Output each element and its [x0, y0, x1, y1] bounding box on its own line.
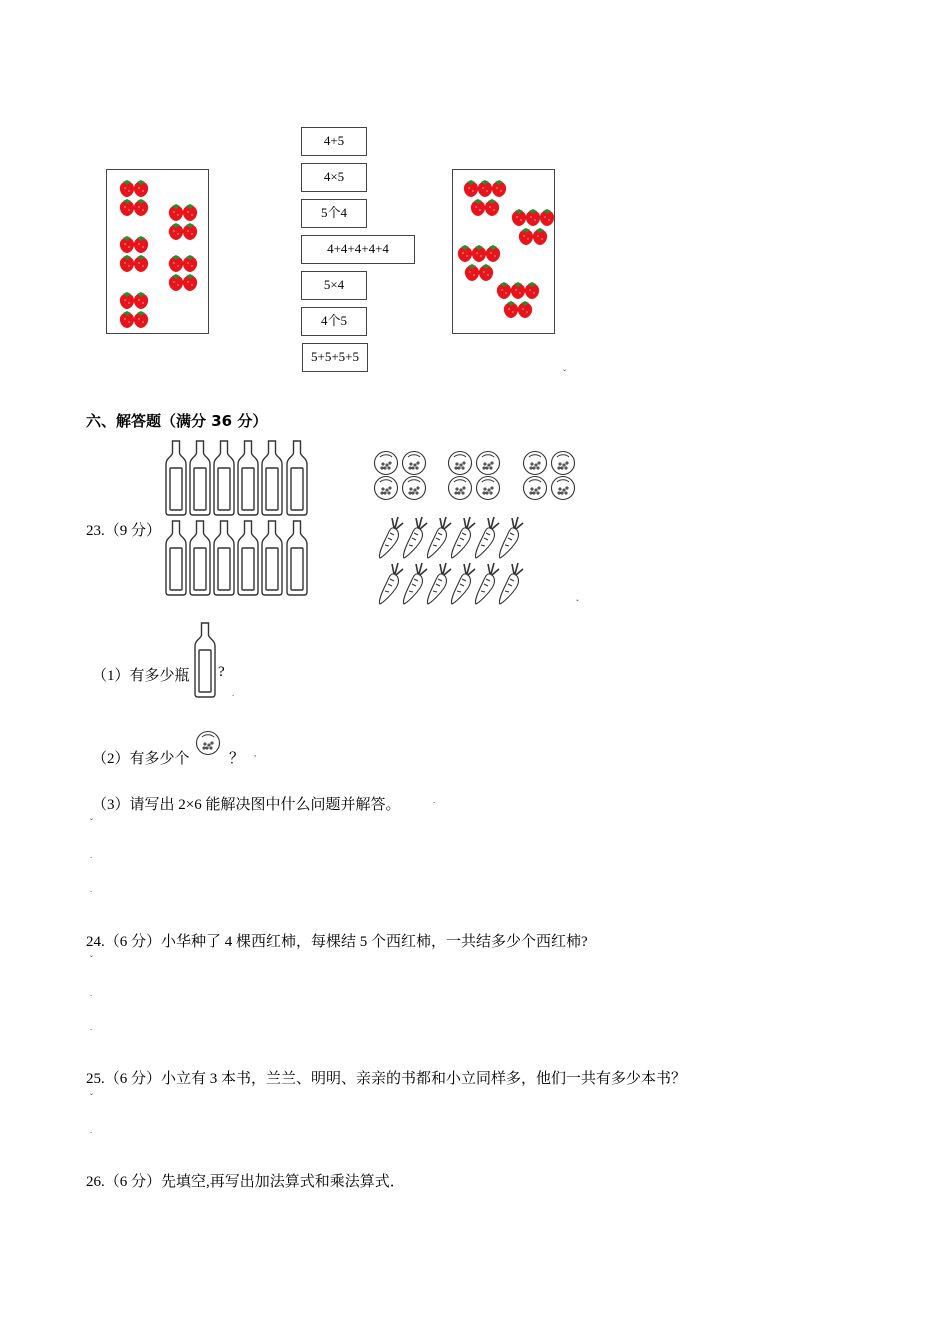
expression-box-5[interactable]: 5×4 — [301, 271, 367, 300]
paragraph-mark: . — [232, 688, 235, 698]
paragraph-mark: ˇ — [90, 817, 93, 827]
q23-sub2-question-mark: ？ — [229, 751, 245, 767]
q23-label: 23.（9 分） — [86, 523, 162, 539]
paragraph-mark: . — [90, 884, 93, 894]
bottle-icon — [191, 623, 221, 703]
expression-box-3[interactable]: 5个4 — [301, 199, 367, 228]
expression-box-7[interactable]: 5+5+5+5 — [302, 343, 368, 372]
paragraph-mark: ˇ — [563, 368, 566, 378]
paragraph-mark: , — [254, 748, 257, 758]
section-title: 六、解答题（满分 36 分） — [86, 412, 268, 430]
paragraph-mark: . — [90, 1022, 93, 1032]
q23-sub1-question-mark: ? — [218, 664, 225, 680]
q26-text: 26.（6 分）先填空,再写出加法算式和乘法算式． — [86, 1174, 405, 1190]
q25-text: 25.（6 分）小立有 3 本书，兰兰、明明、亲亲的书都和小立同样多，他们一共有多少本书？ — [86, 1071, 687, 1087]
paragraph-mark: . — [90, 1125, 93, 1135]
expression-box-6[interactable]: 4个5 — [301, 307, 367, 336]
q23-sub2-text: （2）有多少个 — [92, 751, 190, 767]
paragraph-mark: ˇ — [576, 598, 579, 608]
q23-sub1-text: （1）有多少瓶 — [92, 668, 190, 684]
expression-box-4[interactable]: 4+4+4+4+4 — [301, 235, 415, 264]
paragraph-mark: ˇ — [90, 1092, 93, 1102]
expression-box-2[interactable]: 4×5 — [301, 163, 367, 192]
paragraph-mark: . — [433, 795, 436, 805]
q23-sub3-text: （3）请写出 2×6 能解决图中什么问题并解答。 — [92, 797, 401, 813]
paragraph-mark: . — [90, 850, 93, 860]
q24-text: 24.（6 分）小华种了 4 棵西红柿，每棵结 5 个西红柿，一共结多少个西红柿? — [86, 934, 588, 950]
paragraph-mark: ˇ — [90, 954, 93, 964]
ball-icon — [194, 729, 224, 759]
paragraph-mark: . — [90, 988, 93, 998]
expression-box-1[interactable]: 4+5 — [301, 127, 367, 156]
